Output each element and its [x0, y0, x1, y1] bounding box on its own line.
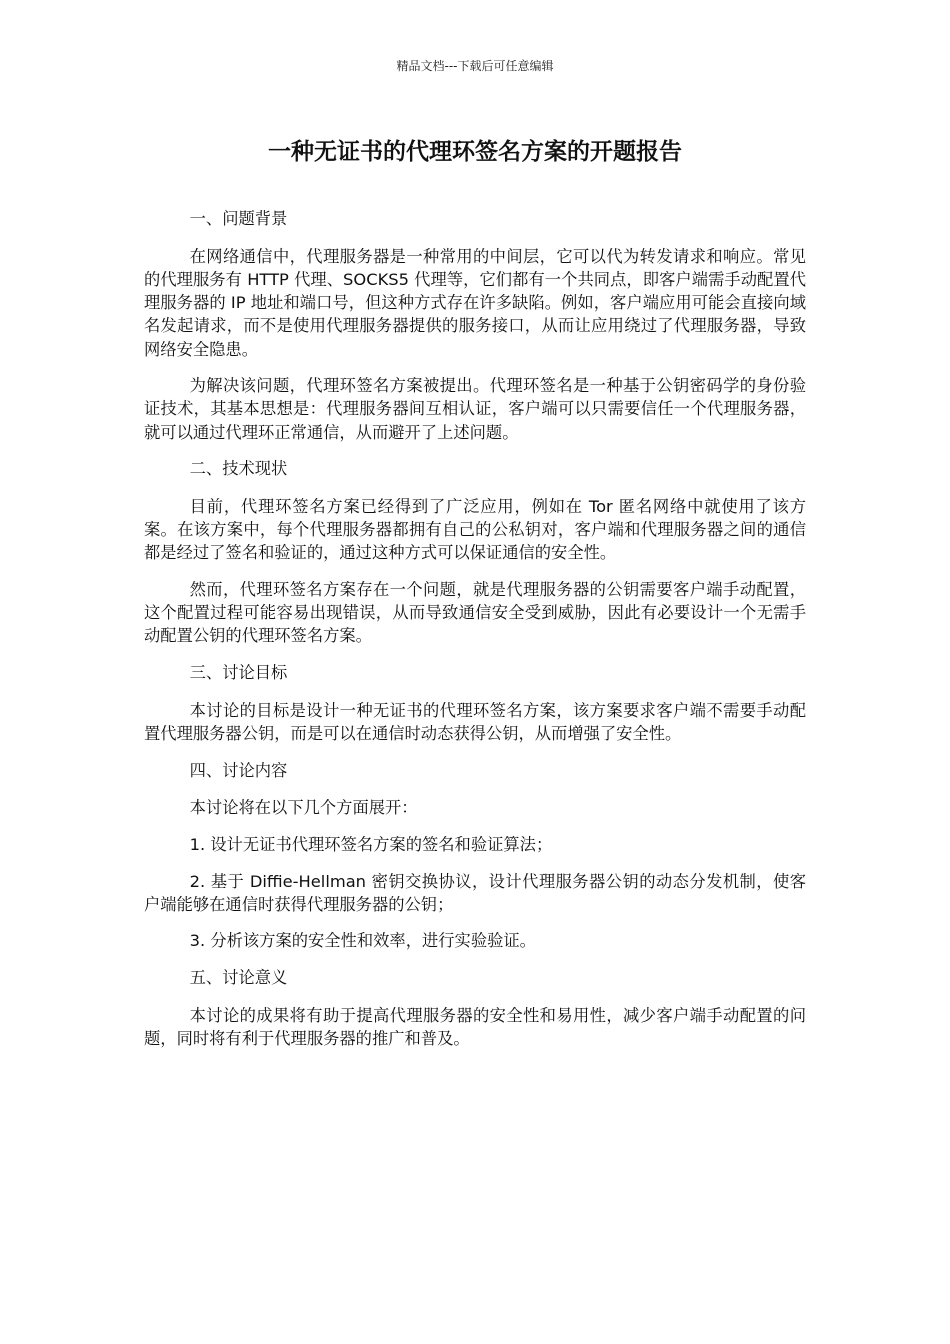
paragraph: 目前，代理环签名方案已经得到了广泛应用，例如在 Tor 匿名网络中就使用了该方案。在该方案中，每个代理服务器都拥有自己的公私钥对，客户端和代理服务器之间的通信都是经过了签名和验证的，通过这种方式可以保证通信的安全性。 — [144, 497, 806, 563]
section-heading-status: 二、技术现状 — [189, 459, 288, 479]
paragraph: 为解决该问题，代理环签名方案被提出。代理环签名是一种基于公钥密码学的身份验证技术，其基本思想是：代理服务器间互相认证，客户端可以只需要信任一个代理服务器，就可以通过代理环正常通信，从而避开了上述问题。 — [144, 376, 806, 442]
paragraph: 然而，代理环签名方案存在一个问题，就是代理服务器的公钥需要客户端手动配置，这个配置过程可能容易出现错误，从而导致通信安全受到威胁，因此有必要设计一个无需手动配置公钥的代理环签名方案。 — [144, 580, 806, 646]
section-heading-content: 四、讨论内容 — [189, 760, 288, 780]
list-item: 2. 基于 Diffie-Hellman 密钥交换协议，设计代理服务器公钥的动态分发机制，使客户端能够在通信时获得代理服务器的公钥； — [144, 871, 806, 914]
document-title: 一种无证书的代理环签名方案的开题报告 — [268, 139, 682, 165]
paragraph: 本讨论的成果将有助于提高代理服务器的安全性和易用性，减少客户端手动配置的问题，同时将有利于代理服务器的推广和普及。 — [144, 1005, 806, 1048]
document-body — [144, 207, 806, 1064]
header-note: 精品文档---下载后可任意编辑 — [396, 59, 554, 73]
section-heading-significance: 五、讨论意义 — [189, 967, 288, 987]
paragraph: 本讨论将在以下几个方面展开： — [189, 798, 418, 818]
paragraph: 在网络通信中，代理服务器是一种常用的中间层，它可以代为转发请求和响应。常见的代理服务有 HTTP 代理、SOCKS5 代理等，它们都有一个共同点，即客户端需手动配置代理服务器的 IP 地址和端口号，但这种方式存在许多缺陷。例如，客户端应用可能会直接向域名发起请求，而不是使用代理服务器提供的服务接口，从而让应用绕过了代理服务器，导致网络安全隐患。 — [144, 246, 806, 359]
list-item: 1. 设计无证书代理环签名方案的签名和验证算法； — [189, 834, 553, 854]
section-heading-background: 一、问题背景 — [189, 209, 288, 228]
section-heading-goal: 三、讨论目标 — [189, 663, 288, 682]
paragraph: 本讨论的目标是设计一种无证书的代理环签名方案，该方案要求客户端不需要手动配置代理服务器公钥，而是可以在通信时动态获得公钥，从而增强了安全性。 — [144, 700, 806, 743]
list-item: 3. 分析该方案的安全性和效率，进行实验验证。 — [189, 931, 536, 951]
